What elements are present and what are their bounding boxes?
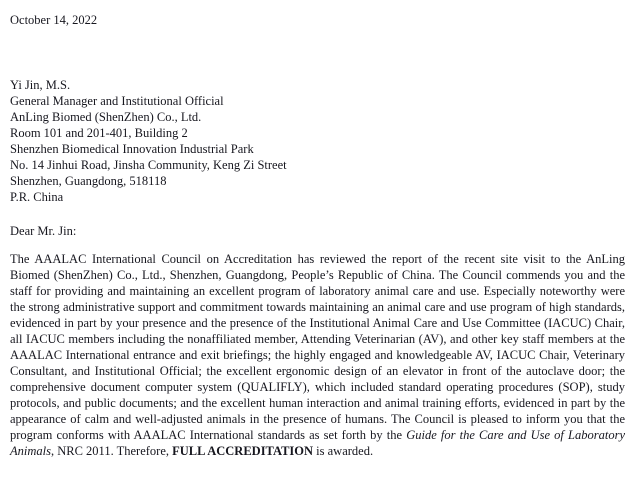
recipient-address-country: P.R. China [10, 190, 64, 204]
full-accreditation-text: FULL ACCREDITATION [172, 444, 314, 458]
recipient-title: General Manager and Institutional Official [10, 94, 224, 108]
recipient-address-room: Room 101 and 201-401, Building 2 [10, 126, 188, 140]
body-text-main: The AAALAC International Council on Accreditation has reviewed the report of the recent site visit to the AnLing Biomed (ShenZhen) Co., Ltd., Shenzhen, Guangdong, People’s Republic of China. The Council commends you and the staff for providing and maintaining an excellent program of laboratory animal care and use. Especially noteworthy were the strong administrative support and commitment towards maintaining an animal care and use program of high standards, evidenced in part by your presence and the presence of the Institutional Animal Care and Use Committee (IACUC) Chair, all IACUC members including the nonaffiliated member, Attending Veterinarian (AV), and other key staff members at the AAALAC International entrance and exit briefings; the highly engaged and knowledgeable AV, IACUC Chair, Veterinary Consultant, and Institutional Official; the excellent ergonomic design of an elevator in front of the autoclave door; the comprehensive document computer system (QUALIFLY), which included standard operating procedures (SOP), study protocols, and public documents; and the excellent human interaction and animal training efforts, evidenced in part by the appearance of calm and well-adjusted animals in the presence of humans. The Council is pleased to inform you that the program conforms with AAALAC International standards as set forth by the [10, 252, 625, 442]
recipient-address-city: Shenzhen, Guangdong, 518118 [10, 174, 167, 188]
recipient-name: Yi Jin, M.S. [10, 78, 71, 92]
body-text-closing: is awarded. [313, 444, 374, 458]
body-text-after-title: , NRC 2011. Therefore, [50, 444, 173, 458]
guide-book-title: Guide for the Care and Use of Laboratory Animals [10, 428, 625, 458]
recipient-company: AnLing Biomed (ShenZhen) Co., Ltd. [10, 110, 202, 124]
recipient-address-park: Shenzhen Biomedical Innovation Industrial Park [10, 142, 254, 156]
salutation: Dear Mr. Jin: [10, 224, 77, 238]
recipient-address-block [10, 77, 625, 205]
letter-date: October 14, 2022 [10, 13, 98, 27]
body-paragraph [10, 251, 625, 459]
recipient-address-street: No. 14 Jinhui Road, Jinsha Community, Keng Zi Street [10, 158, 287, 172]
